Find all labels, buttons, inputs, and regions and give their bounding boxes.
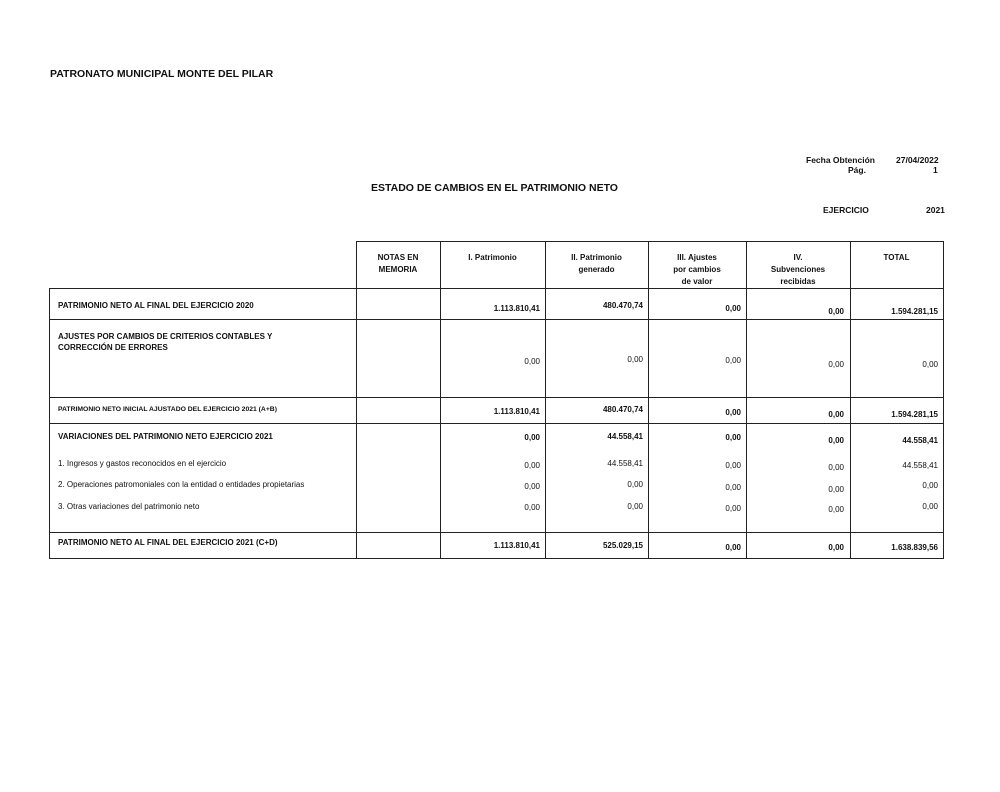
cell-patrimonio: 0,00 bbox=[524, 503, 540, 512]
organization-name: PATRONATO MUNICIPAL MONTE DEL PILAR bbox=[50, 68, 274, 80]
row-label: PATRIMONIO NETO INICIAL AJUSTADO DEL EJERCICIO 2021 (A+B) bbox=[58, 406, 277, 413]
col-divider bbox=[49, 288, 50, 558]
page-title: ESTADO DE CAMBIOS EN EL PATRIMONIO NETO bbox=[371, 182, 618, 194]
col-divider bbox=[648, 241, 649, 558]
cell-subvenciones: 0,00 bbox=[828, 463, 844, 472]
page-number: 1 bbox=[933, 165, 938, 175]
cell-total: 1.638.839,56 bbox=[891, 543, 938, 552]
cell-total: 0,00 bbox=[922, 360, 938, 369]
cell-total: 1.594.281,15 bbox=[891, 307, 938, 316]
cell-generado: 0,00 bbox=[627, 355, 643, 364]
cell-subvenciones: 0,00 bbox=[828, 505, 844, 514]
row-divider bbox=[49, 319, 944, 320]
cell-patrimonio: 1.113.810,41 bbox=[493, 407, 540, 416]
cell-patrimonio: 1.113.810,41 bbox=[493, 304, 540, 313]
row-label: VARIACIONES DEL PATRIMONIO NETO EJERCICIO 2021 bbox=[58, 432, 273, 441]
cell-generado: 480.470,74 bbox=[602, 405, 643, 414]
row-label-continued: CORRECCIÓN DE ERRORES bbox=[58, 343, 168, 352]
cell-generado: 525.029,15 bbox=[602, 541, 643, 550]
cell-ajustes: 0,00 bbox=[725, 356, 741, 365]
col-header-patrimonio-generado: II. Patrimonio generado bbox=[571, 253, 622, 274]
row-label: PATRIMONIO NETO AL FINAL DEL EJERCICIO 2020 bbox=[58, 301, 254, 310]
cell-total: 44.558,41 bbox=[902, 461, 938, 470]
row-divider bbox=[49, 532, 944, 533]
cell-subvenciones: 0,00 bbox=[828, 485, 844, 494]
cell-ajustes: 0,00 bbox=[725, 483, 741, 492]
col-divider bbox=[943, 241, 944, 558]
cell-subvenciones: 0,00 bbox=[828, 543, 844, 552]
cell-patrimonio: 0,00 bbox=[524, 357, 540, 366]
col-divider bbox=[356, 241, 357, 558]
cell-ajustes: 0,00 bbox=[725, 461, 741, 470]
fecha-label: Fecha Obtención bbox=[806, 155, 875, 165]
cell-ajustes: 0,00 bbox=[725, 408, 741, 417]
row-label: AJUSTES POR CAMBIOS DE CRITERIOS CONTABLES Y bbox=[58, 332, 273, 341]
col-header-notas: NOTAS EN MEMORIA bbox=[377, 253, 419, 274]
table-bottom-border bbox=[49, 558, 944, 559]
col-divider bbox=[440, 241, 441, 558]
col-divider bbox=[545, 241, 546, 558]
cell-patrimonio: 0,00 bbox=[524, 433, 540, 442]
table-top-border bbox=[356, 241, 944, 242]
cell-generado: 44.558,41 bbox=[607, 432, 643, 441]
col-header-ajustes: III. Ajustes por cambios de valor bbox=[673, 253, 721, 286]
row-label: 2. Operaciones patromoniales con la entidad o entidades propietarias bbox=[58, 480, 305, 489]
cell-total: 1.594.281,15 bbox=[891, 410, 938, 419]
page-label: Pág. bbox=[848, 165, 866, 175]
cell-ajustes: 0,00 bbox=[725, 504, 741, 513]
row-divider bbox=[49, 397, 944, 398]
row-divider bbox=[49, 423, 944, 424]
cell-total: 0,00 bbox=[922, 481, 938, 490]
cell-total: 44.558,41 bbox=[902, 436, 938, 445]
cell-ajustes: 0,00 bbox=[725, 433, 741, 442]
row-divider bbox=[49, 288, 944, 289]
cell-ajustes: 0,00 bbox=[725, 543, 741, 552]
cell-generado: 480.470,74 bbox=[602, 301, 643, 310]
row-label: PATRIMONIO NETO AL FINAL DEL EJERCICIO 2021 (C+D) bbox=[58, 538, 278, 547]
col-header-patrimonio: I. Patrimonio bbox=[468, 253, 517, 262]
cell-subvenciones: 0,00 bbox=[828, 360, 844, 369]
ejercicio-label: EJERCICIO bbox=[823, 205, 869, 215]
ejercicio-value: 2021 bbox=[926, 205, 945, 215]
cell-patrimonio: 0,00 bbox=[524, 461, 540, 470]
col-header-total: TOTAL bbox=[883, 253, 910, 262]
row-label: 3. Otras variaciones del patrimonio neto bbox=[58, 502, 200, 511]
cell-subvenciones: 0,00 bbox=[828, 436, 844, 445]
col-divider bbox=[850, 241, 851, 558]
col-divider bbox=[746, 241, 747, 558]
cell-generado: 0,00 bbox=[627, 480, 643, 489]
cell-subvenciones: 0,00 bbox=[828, 307, 844, 316]
cell-total: 0,00 bbox=[922, 502, 938, 511]
cell-generado: 0,00 bbox=[627, 502, 643, 511]
row-label: 1. Ingresos y gastos reconocidos en el ejercicio bbox=[58, 459, 227, 468]
cell-ajustes: 0,00 bbox=[725, 304, 741, 313]
fecha-value: 27/04/2022 bbox=[896, 155, 939, 165]
cell-patrimonio: 0,00 bbox=[524, 482, 540, 491]
cell-subvenciones: 0,00 bbox=[828, 410, 844, 419]
cell-generado: 44.558,41 bbox=[607, 459, 643, 468]
col-header-subvenciones: IV. Subvenciones recibidas bbox=[770, 253, 826, 286]
cell-patrimonio: 1.113.810,41 bbox=[493, 541, 540, 550]
